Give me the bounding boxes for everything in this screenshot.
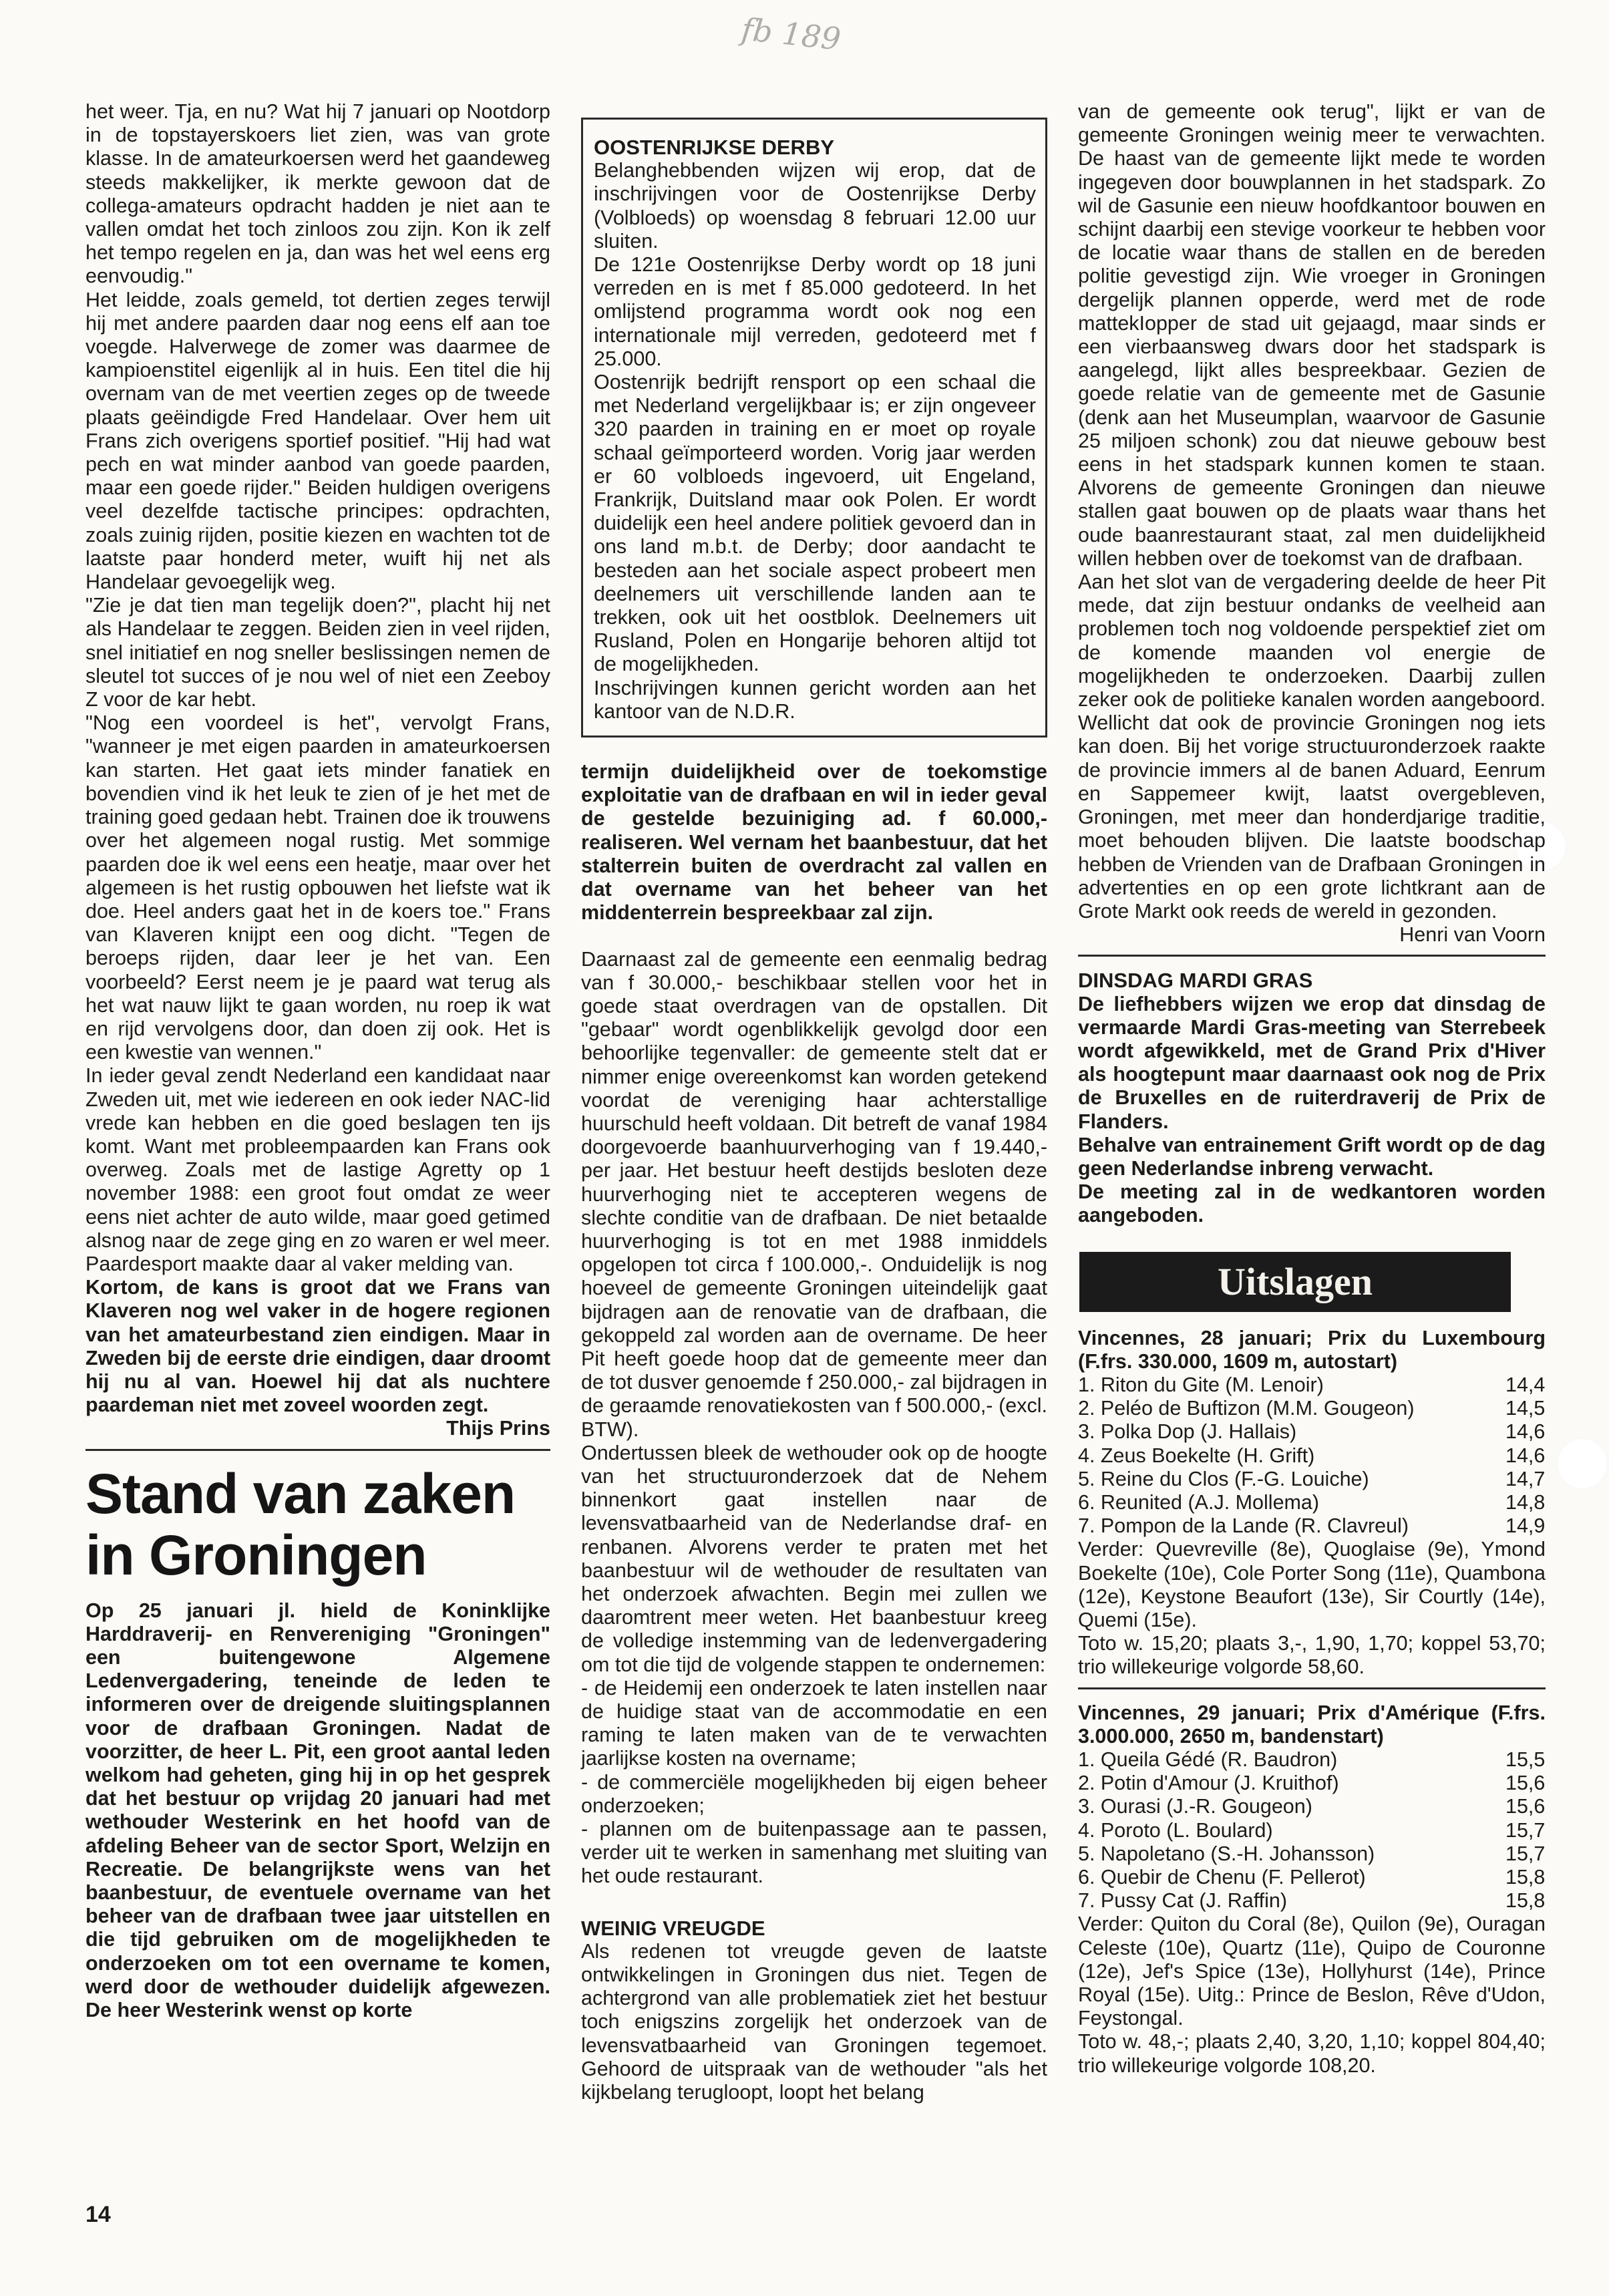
page-number: 14	[85, 2202, 111, 2227]
col2-tail: Als redenen tot vreugde geven de laatste ontwikkelingen in Groningen dus niet. Tegen de achtergrond van alle problematiek ziet het bestuur toch enigszins zorgelijk het onderzoek van de levensvatbaarheid van Groningen tegemoet. Gehoord de uitspraak van de wethouder "als het kijkbelang terugloopt, loopt het belang	[581, 1939, 1047, 2104]
race-verder: Verder: Quevreville (8e), Quoglaise (9e), Ymond Boekelte (10e), Cole Porter Song (11e), Quambona (12e), Keystone Beaufort (13e), Sir Courtly (14e), Quemi (15e).	[1078, 1538, 1546, 1631]
col3-paragraph: Aan het slot van de vergadering deelde de heer Pit mede, dat zijn bestuur ondanks de veelheid aan problemen toch nog voldoende perspektief ziet om de komende maanden vol energie de mogelijkheden te onderzoeken. Daarbij zullen zeker ook de politieke kanalen worden aangeboord. Wellicht dat ook de provincie Groningen nog iets kan doen. Bij het vorige structuuronderzoek raakte de provincie immers al de banen Aduard, Eenrum en Sappemeer kwijt, laatst overgebleven, Groningen, met meer dan honderdjarige traditie, moet behouden blijven. Die laatste boodschap hebben de Vrienden van de Drafbaan Groningen in advertenties en op een grote lichtkrant aan de Grote Markt ook reeds de wereld in gezonden.	[1078, 570, 1546, 923]
result-row: 6. Reunited (A.J. Mollema) 14,8	[1078, 1490, 1546, 1514]
col3-paragraph: van de gemeente ook terug", lijkt er van de gemeente Groningen weinig meer te verwachten. De haast van de gemeente lijkt mede te worden ingegeven door bouwplannen in het stadspark. Zo wil de Gasunie een nieuw hoofdkantoor bouwen en schijnt daarbij een stevige voorkeur te hebben voor de locatie waar thans de stallen en de bereden politie gevestigd zijn. Wie vroeger in Groningen dergelijk plannen opperde, werd met de rode mattekIopper de stad uit gejaagd, maar sinds er een vierbaansweg dwars door het stadspark is aangelegd, lijkt alles bespreekbaar. Gezien de goede relatie van de gemeente met de Gasunie (denk aan het Museumplan, waarvoor de Gasunie 25 miljoen schonk) zou dat nieuwe gebouw best eens in het stadspark kunnen komen te staan. Alvorens de gemeente Groningen dan nieuwe stallen gaat bouwen op de plaats waar thans het oude baanrestaurant staat, zal men duidelijkheid willen hebben over de toekomst van de drafbaan.	[1078, 100, 1546, 570]
divider	[1078, 1687, 1546, 1689]
author-thijs-prins: Thijs Prins	[446, 1417, 550, 1440]
result-row: 4. Zeus Boekelte (H. Grift) 14,6	[1078, 1444, 1546, 1467]
col2-list-item: - de commerciële mogelijkheden bij eigen beheer onderzoeken;	[581, 1770, 1047, 1817]
divider	[1078, 955, 1546, 957]
col2-paragraph: Ondertussen bleek de wethouder ook op de hoogte van het structuuronderzoek dat de Nehem binnenkort gaat instellen naar de levensvatbaarheid van de Nederlandse draf- en renbanen. Alvorens verder te praten met het baanbestuur wil de wethouder de resultaten van het onderzoek afwachten. Begin mei zullen we daaromtrent meer weten. Het baanbestuur kreeg de volledige instemming van de ledenvergadering om tot die tijd de volgende stappen te ondernemen:	[581, 1441, 1047, 1676]
race-toto: Toto w. 15,20; plaats 3,-, 1,90, 1,70; koppel 53,70; trio willekeurige volgorde 58,60.	[1078, 1632, 1546, 1679]
author-henri-van-voorn: Henri van Voorn	[1399, 923, 1546, 947]
article-continued-bold: termijn duidelijkheid over de toekomstige exploitatie van de drafbaan en wil in ieder geval de gestelde bezuiniging ad. f 60.000,- realiseren. Wel vernam het baanbestuur, dat het stalterrein buiten de overdracht zal vallen en dat overname van het beheer van het middenterrein bespreekbaar zal zijn.	[581, 760, 1047, 925]
handwritten-margin-note: fb 189	[739, 11, 843, 57]
divider	[85, 1449, 550, 1451]
race-results-list	[1078, 1748, 1546, 1913]
result-row: 7. Pompon de la Lande (R. Clavreul) 14,9	[1078, 1514, 1546, 1538]
oostenrijkse-derby-box	[581, 118, 1047, 737]
column-3	[1078, 100, 1546, 2078]
result-row: 5. Napoletano (S.-H. Johansson) 15,7	[1078, 1842, 1546, 1865]
mardi-gras-text: De liefhebbers wijzen we erop dat dinsdag de vermaarde Mardi Gras-meeting van Sterrebeek wordt afgewikkeld, met de Grand Prix d'Hiver als hoogtepunt maar daarnaast ook nog de Prix de Bruxelles en de ruiterdraverij de Prix de Flanders.	[1078, 992, 1546, 1133]
uitslagen-banner: Uitslagen	[1079, 1252, 1511, 1312]
result-row: 7. Pussy Cat (J. Raffin) 15,8	[1078, 1889, 1546, 1913]
result-row: 5. Reine du Clos (F.-G. Louiche) 14,7	[1078, 1467, 1546, 1490]
col2-list-item: - de Heidemij een onderzoek te laten instellen naar de huidige staat van de accommodatie en een raming te laten maken van de te verwachten jaarlijkse kosten na overname;	[581, 1676, 1047, 1770]
column-2	[581, 100, 1047, 2104]
column-1	[85, 100, 550, 2022]
race-heading: Vincennes, 29 januari; Prix d'Amérique (F.frs. 3.000.000, 2650 m, bandenstart)	[1078, 1701, 1546, 1748]
result-row: 1. Queila Gédé (R. Baudron) 15,5	[1078, 1748, 1546, 1771]
race-results-list	[1078, 1373, 1546, 1538]
mardi-gras-text: Behalve van entrainement Grift wordt op de dag geen Nederlandse inbreng verwacht.	[1078, 1133, 1546, 1180]
col1-closing: Kortom, de kans is groot dat we Frans van Klaveren nog wel vaker in de hogere regionen van het amateurbestand zien eindigen. Maar in Zweden bij de eerste drie eindigen, daar droomt hij nu al van. Hoewel hij dat als nuchtere paardeman niet met zoveel woorden zegt.	[85, 1276, 550, 1417]
col2-paragraph: Daarnaast zal de gemeente een eenmalig bedrag van f 30.000,- beschikbaar stellen voor het in goede staat overdragen van de opstallen. Dit "gebaar" wordt ogenblikkelijk gevolgd door een behoorlijke tegenvaller: de gemeente stelt dat er nimmer enige overeenkomst kan worden getekend voordat de vereniging haar achterstallige huurschuld heeft voldaan. Dit betreft de vanaf 1984 doorgevoerde baanhuurverhoging van f 19.440,- per jaar. Het bestuur heeft destijds besloten deze huurverhoging niet te accepteren wegens de slechte conditie van de drafbaan. De niet betaalde huurverhoging is tot en met 1988 inmiddels opgelopen tot circa f 100.000,-. Onduidelijk is nog hoeveel de gemeente Groningen uiteindelijk gaat bijdragen aan de renovatie van de drafbaan, die gekoppeld zal worden aan de overname. De heer Pit heeft goede hoop dat de gemeente meer dan de tot dusver genoemde f 250.000,- zal bijdragen in de geraamde renovatiekosten van f 500.000,- (excl. BTW).	[581, 947, 1047, 1441]
race-verder: Verder: Quiton du Coral (8e), Quilon (9e), Ouragan Celeste (10e), Quartz (11e), Quipo de Couronne (12e), Jef's Spice (13e), Hollyhurst (14e), Prince Royal (15e). Uitg.: Prince de Beslon, Rêve d'Udon, Feystongal.	[1078, 1913, 1546, 2030]
race-heading: Vincennes, 28 januari; Prix du Luxembourg (F.frs. 330.000, 1609 m, autostart)	[1078, 1326, 1546, 1373]
result-row: 2. Peléo de Buftizon (M.M. Gougeon) 14,5	[1078, 1397, 1546, 1420]
article-lead: Op 25 januari jl. hield de Koninklijke Harddraverij- en Renvereniging "Groningen" een buitengewone Algemene Ledenvergadering, teneinde de leden te informeren over de dreigende sluitingsplannen voor de drafbaan Groningen. Nadat de voorzitter, de heer L. Pit, een groot aantal leden welkom had geheten, ging hij in op het gesprek dat het bestuur op vrijdag 20 januari had met wethouder Westerink en het hoofd van de afdeling Beheer van de sector Sport, Welzijn en Recreatie. De belangrijkste wens van het baanbestuur, de eventuele overname van het beheer van de drafbaan twee jaar uitstellen en die tijd gebruiken om de mogelijkheden te onderzoeken om tot een overname te komen, werd door de wethouder duidelijk afgewezen. De heer Westerink wenst op korte	[85, 1599, 550, 2022]
col1-paragraph: "Nog een voordeel is het", vervolgt Frans, "wanneer je met eigen paarden in amateurkoersen kan starten. Het gaat iets minder fanatiek en bovendien vind ik het leuk te zien of je het met de training goed gedaan hebt. Trainen doe ik trouwens over het algemeen nogal rustig. Met sommige paarden doe ik wel eens een heatje, maar over het algemeen is het rustig opbouwen het liefste wat ik doe. Heel anders gaat het in de koers toe." Frans van Klaveren knijpt een oog dicht. "Tegen de beroeps rijden, daar leer je het van. Een voorbeeld? Eerst neem je je paard wat terug als het wat nauw lijkt te gaan worden, nu roep ik wat en rijd vervolgens door, dan doen zij ook. Het is een kwestie van wennen."	[85, 711, 550, 1064]
race-toto: Toto w. 48,-; plaats 2,40, 3,20, 1,10; koppel 804,40; trio willekeurige volgorde 108,20.	[1078, 2030, 1546, 2077]
mardi-gras-text: De meeting zal in de wedkantoren worden aangeboden.	[1078, 1180, 1546, 1227]
col1-paragraph: In ieder geval zendt Nederland een kandidaat naar Zweden uit, met wie iedereen en ook ieder NAC-lid vrede kan hebben en die goed beslagen ten ijs komt. Want met probleempaarden kan Frans ook overweg. Zoals met de lastige Agretty op 1 november 1988: een groot fout omdat ze weer eens niet achter de auto wilde, maar goed getimed alsnog naar de zege ging en zo waren er wel meer. Paardesport maakte daar al vaker melding van.	[85, 1064, 550, 1275]
mardi-gras-title: DINSDAG MARDI GRAS	[1078, 969, 1313, 993]
result-row: 3. Polka Dop (J. Hallais) 14,6	[1078, 1420, 1546, 1444]
result-row: 6. Quebir de Chenu (F. Pellerot) 15,8	[1078, 1866, 1546, 1889]
article-headline: Stand van zaken in Groningen	[85, 1462, 516, 1587]
box-paragraph: Inschrijvingen kunnen gericht worden aan het kantoor van de N.D.R.	[594, 676, 1036, 723]
box-title: OOSTENRIJKSE DERBY	[594, 136, 835, 159]
result-row: 2. Potin d'Amour (J. Kruithof) 15,6	[1078, 1772, 1546, 1795]
result-row: 3. Ourasi (J.-R. Gougeon) 15,6	[1078, 1795, 1546, 1818]
punch-hole-bottom	[1556, 1438, 1608, 1490]
box-paragraph: Oostenrijk bedrijft rensport op een schaal die met Nederland vergelijkbaar is; er zijn ongeveer 320 paarden in training en er moet op royale schaal geïmporteerd worden. Vorig jaar werden er 60 volbloeds ingevoerd, uit Engeland, Frankrijk, Duitsland maar ook Polen. Er wordt duidelijk een heel andere politiek gevoerd dan in ons land m.b.t. de Derby; door aandacht te besteden aan het sociale aspect probeert men deelnemers uit verschillende landen aan te trekken, ook uit het oostblok. Deelnemers uit Rusland, Polen en Hongarije behoren altijd tot de mogelijkheden.	[594, 371, 1036, 676]
box-paragraph: De 121e Oostenrijkse Derby wordt op 18 juni verreden en is met f 85.000 gedoteerd. In het omlijstend programma wordt ook nog een internationale mijl verreden, gedoteerd met f 25.000.	[594, 253, 1036, 370]
weinig-vreugde-subhead: WEINIG VREUGDE	[581, 1916, 765, 1940]
col1-paragraph: "Zie je dat tien man tegelijk doen?", placht hij net als Handelaar te zeggen. Beiden zien in veel rijden, snel initiatief en nog sneller beslissingen nemen de sleutel tot succes of je nou wel of niet een Zeeboy Z voor de kar hebt.	[85, 594, 550, 711]
result-row: 1. Riton du Gite (M. Lenoir) 14,4	[1078, 1373, 1546, 1396]
col1-paragraph: Het leidde, zoals gemeld, tot dertien zeges terwijl hij met andere paarden daar nog eens elf aan toe voegde. Halverwege de zomer was daarmee de kampioenstitel eigenlijk al in huis. Een titel die hij overnam van de met veertien zeges op de tweede plaats geëindigde Fred Handelaar. Over hem uit Frans zich overigens sportief positief. "Hij had wat pech en wat minder aanbod van goede paarden, maar een goede rijder." Beiden huldigen overigens veel dezelfde tactische principes: opdrachten, zoals zuinig rijden, positie kiezen en wachten tot de laatste paar honderd meter, wuift hij net als Handelaar gevoegelijk weg.	[85, 288, 550, 594]
col1-paragraph: het weer. Tja, en nu? Wat hij 7 januari op Nootdorp in de topstayerskoers liet zien, was van grote klasse. In de amateurkoersen werd het gaandeweg steeds makkelijker, ik merkte gewoon dat de collega-amateurs opdracht hadden je niet aan te vallen omdat het toch zinloos zou zijn. Kon ik zelf het tempo regelen en ja, dan was het wel eens erg eenvoudig."	[85, 100, 550, 288]
result-row: 4. Poroto (L. Boulard) 15,7	[1078, 1818, 1546, 1842]
col2-list-item: - plannen om de buitenpassage aan te passen, verder uit te werken in samenhang met sluiting van het oude restaurant.	[581, 1818, 1047, 1888]
box-paragraph: Belanghebbenden wijzen wij erop, dat de inschrijvingen voor de Oostenrijkse Derby (Volbloeds) op woensdag 8 februari 12.00 uur sluiten.	[594, 159, 1036, 253]
